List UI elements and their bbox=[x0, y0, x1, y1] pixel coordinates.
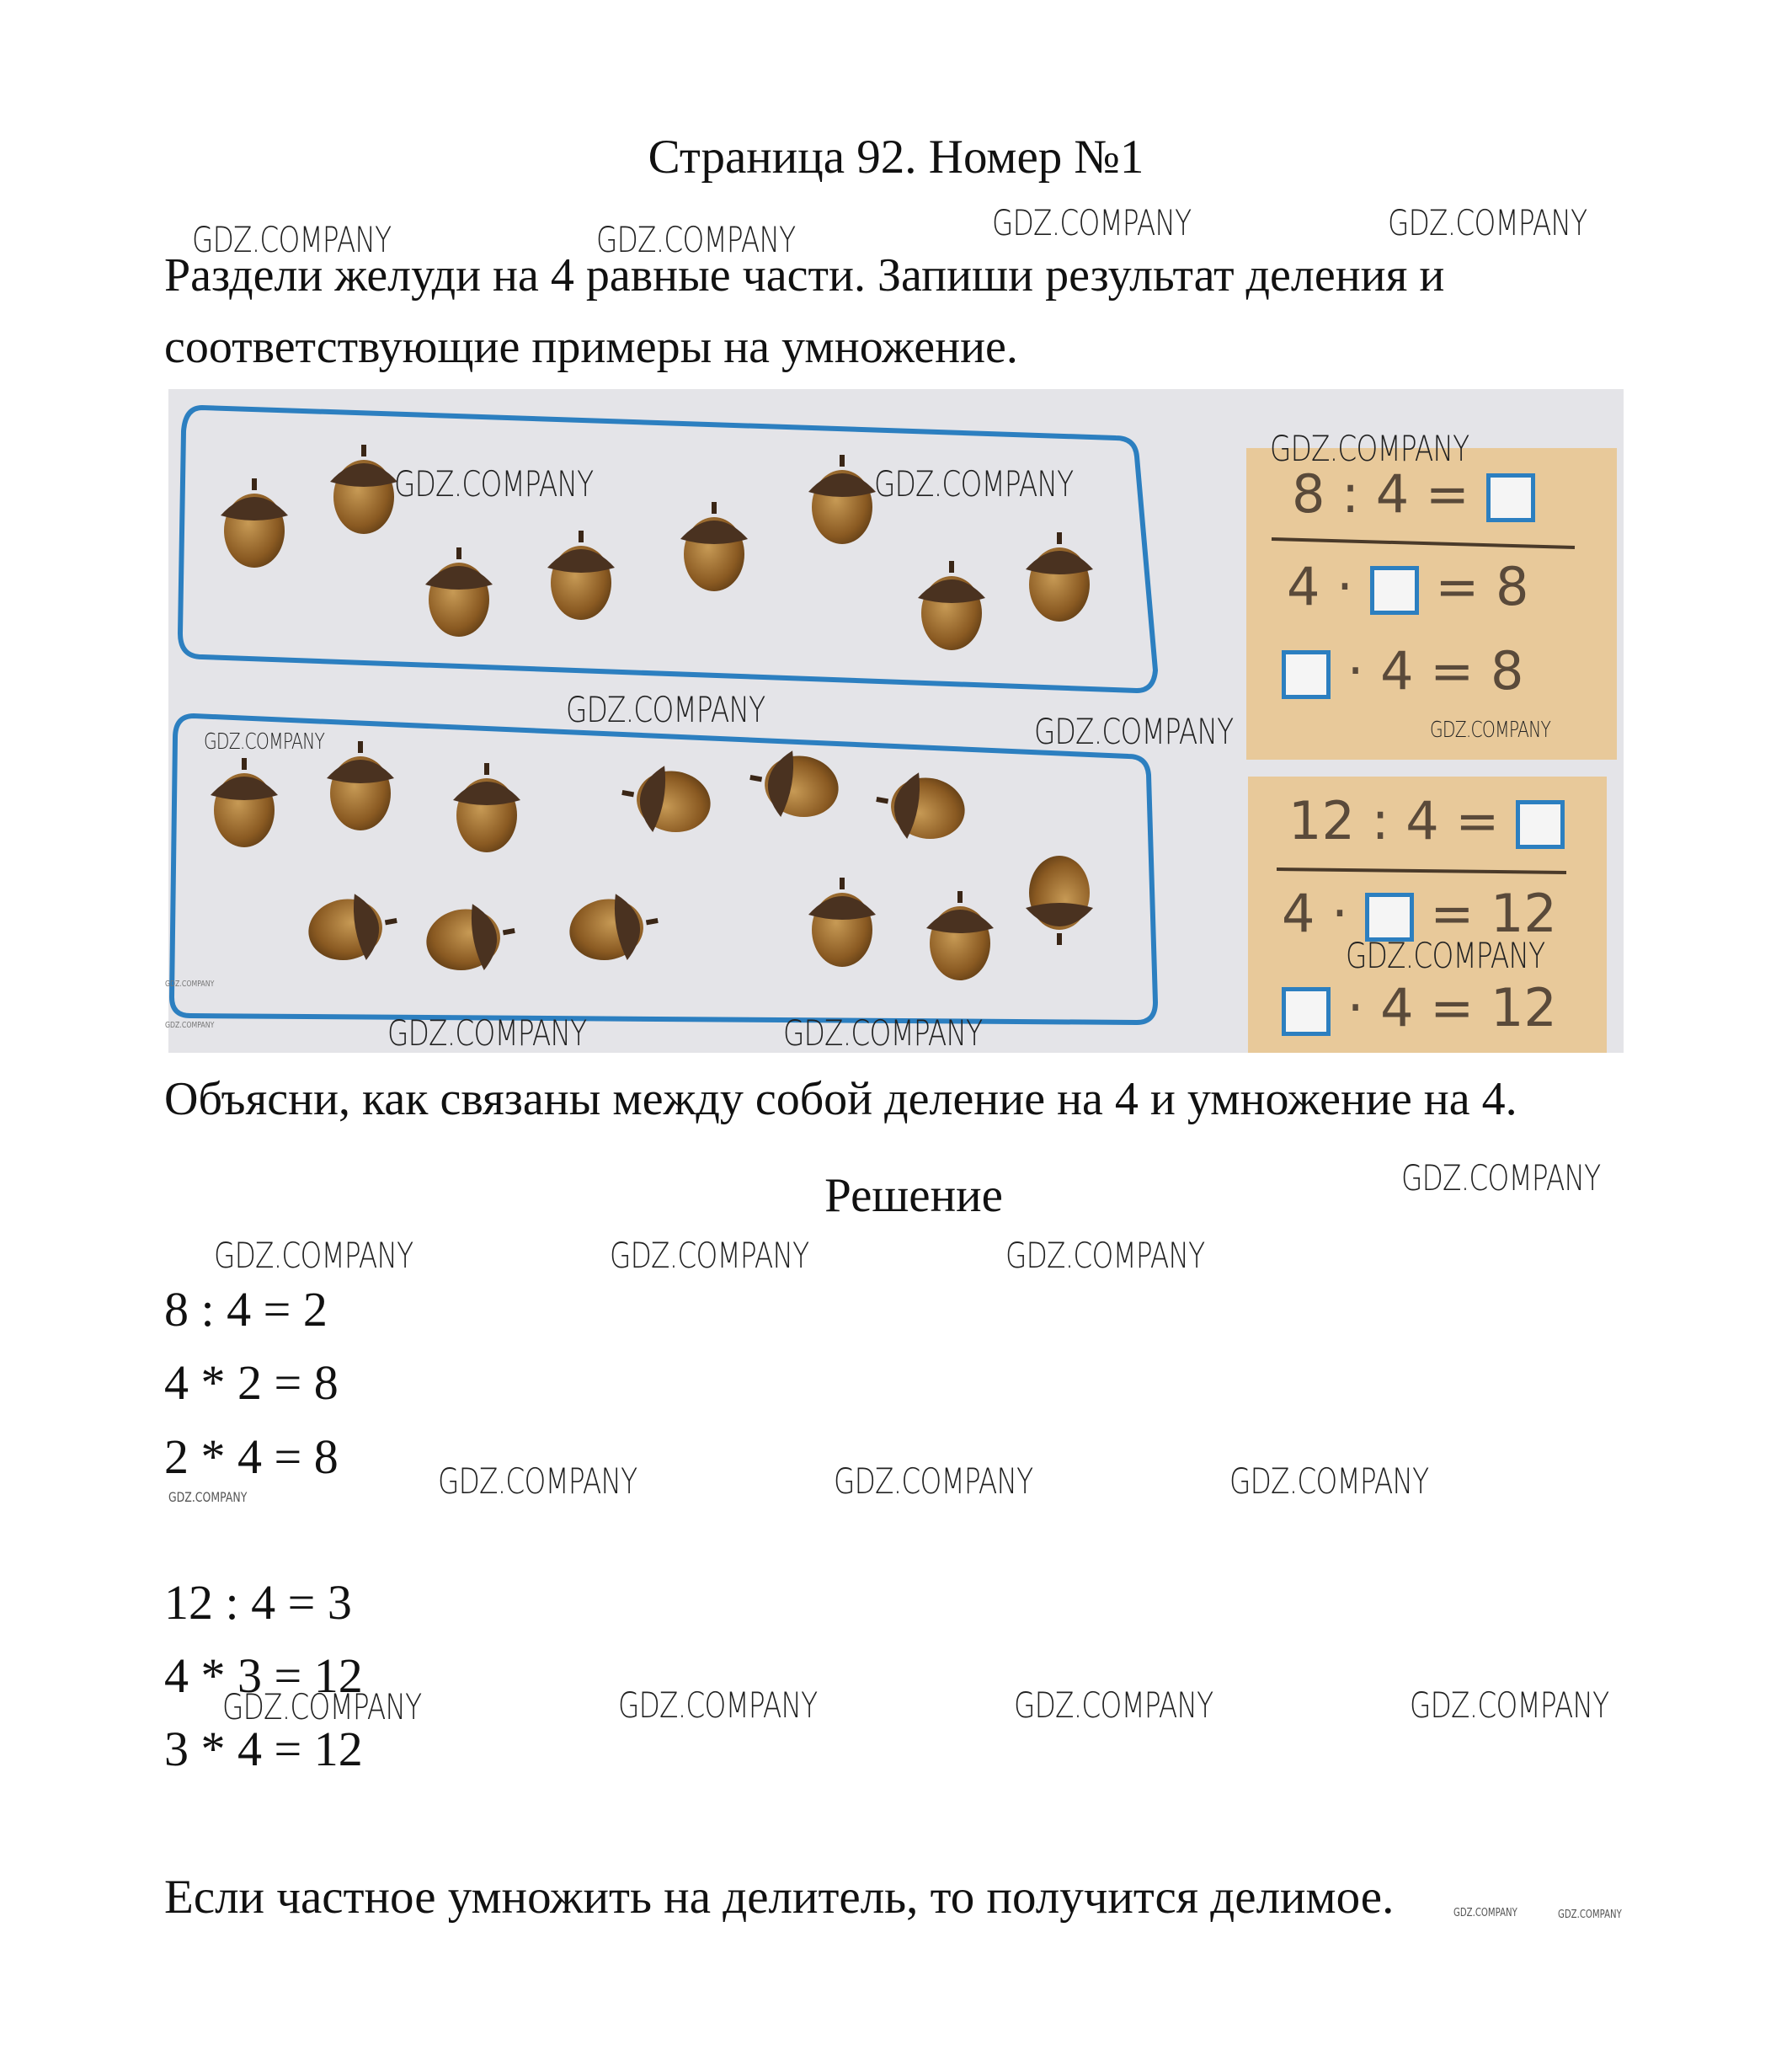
answer-square bbox=[1370, 566, 1419, 615]
question-text: Объясни, как связаны между собой деление на 4 и умножение на 4. bbox=[164, 1073, 1517, 1125]
acorn bbox=[330, 445, 397, 534]
watermark: GDZ.COMPANY bbox=[834, 1460, 1033, 1502]
box1-line1 bbox=[1292, 465, 1535, 524]
watermark: GDZ.COMPANY bbox=[394, 463, 594, 504]
acorn bbox=[808, 455, 876, 544]
box1-line2 bbox=[1287, 558, 1528, 617]
watermark: GDZ.COMPANY bbox=[168, 1489, 248, 1505]
box2-line3 bbox=[1282, 979, 1557, 1038]
solution-equation-1: 8 : 4 = 2 bbox=[164, 1282, 328, 1337]
watermark: GDZ.COMPANY bbox=[1388, 202, 1587, 243]
acorn bbox=[564, 888, 664, 969]
watermark: GDZ.COMPANY bbox=[222, 1686, 422, 1727]
watermark: GDZ.COMPANY bbox=[192, 219, 392, 260]
acorn bbox=[680, 502, 748, 591]
watermark: GDZ.COMPANY bbox=[1270, 428, 1469, 469]
acorn bbox=[744, 745, 844, 826]
watermark: GDZ.COMPANY bbox=[1229, 1460, 1429, 1502]
answer-square bbox=[1282, 987, 1331, 1036]
watermark: GDZ.COMPANY bbox=[214, 1235, 413, 1276]
watermark: GDZ.COMPANY bbox=[1014, 1684, 1213, 1726]
watermark: GDZ.COMPANY bbox=[1453, 1907, 1517, 1919]
solution-equation-5: 4 * 3 = 12 bbox=[164, 1648, 363, 1703]
page-title: Страница 92. Номер №1 bbox=[648, 131, 1144, 184]
watermark: GDZ.COMPANY bbox=[1558, 1909, 1622, 1921]
watermark: GDZ.COMPANY bbox=[387, 1012, 587, 1054]
watermark: GDZ.COMPANY bbox=[1410, 1684, 1609, 1726]
watermark: GDZ.COMPANY bbox=[165, 980, 215, 989]
box1-line3 bbox=[1282, 642, 1523, 701]
task-text-line-1: Раздели желуди на 4 равные части. Запиши результат деления и bbox=[164, 249, 1445, 302]
solution-equation-2: 4 * 2 = 8 bbox=[164, 1355, 339, 1410]
watermark: GDZ.COMPANY bbox=[1346, 935, 1545, 976]
watermark: GDZ.COMPANY bbox=[204, 729, 325, 755]
box1-line2-right: = 8 bbox=[1435, 556, 1529, 617]
acorn bbox=[1026, 856, 1093, 945]
watermark: GDZ.COMPANY bbox=[783, 1012, 983, 1054]
acorn bbox=[453, 763, 520, 852]
acorn bbox=[421, 898, 520, 980]
acorn bbox=[616, 760, 716, 841]
watermark: GDZ.COMPANY bbox=[1401, 1157, 1601, 1198]
acorn bbox=[211, 758, 278, 847]
watermark: GDZ.COMPANY bbox=[874, 463, 1074, 504]
acorn bbox=[425, 547, 493, 637]
watermark: GDZ.COMPANY bbox=[992, 202, 1192, 243]
box2-line1 bbox=[1288, 792, 1565, 851]
watermark: GDZ.COMPANY bbox=[1034, 711, 1234, 752]
acorn bbox=[303, 888, 403, 969]
watermark: GDZ.COMPANY bbox=[1430, 718, 1551, 743]
watermark: GDZ.COMPANY bbox=[566, 689, 765, 730]
answer-square bbox=[1516, 800, 1565, 849]
watermark: GDZ.COMPANY bbox=[438, 1460, 637, 1502]
watermark: GDZ.COMPANY bbox=[1005, 1235, 1205, 1276]
acorn bbox=[871, 766, 970, 848]
group-frame-1 bbox=[180, 408, 1155, 691]
answer-square bbox=[1486, 473, 1535, 522]
task-text-line-2: соответствующие примеры на умножение. bbox=[164, 321, 1018, 373]
box1-line2-left: 4 · bbox=[1287, 556, 1353, 617]
watermark: GDZ.COMPANY bbox=[618, 1684, 818, 1726]
watermark: GDZ.COMPANY bbox=[165, 1021, 215, 1030]
box2-line3-right: · 4 = 12 bbox=[1347, 977, 1557, 1038]
box2-line2-left: 4 · bbox=[1282, 883, 1348, 944]
watermark: GDZ.COMPANY bbox=[610, 1235, 809, 1276]
box1-line3-right: · 4 = 8 bbox=[1347, 640, 1524, 702]
solution-equation-6: 3 * 4 = 12 bbox=[164, 1722, 363, 1776]
acorn bbox=[918, 561, 985, 650]
box2-line1-text: 12 : 4 = bbox=[1288, 790, 1500, 851]
solution-equation-3: 2 * 4 = 8 bbox=[164, 1429, 339, 1484]
acorn bbox=[221, 478, 288, 568]
acorn bbox=[1026, 532, 1093, 622]
watermark: GDZ.COMPANY bbox=[596, 219, 796, 260]
acorn bbox=[808, 878, 876, 967]
conclusion-text: Если частное умножить на делитель, то получится делимое. bbox=[164, 1871, 1395, 1924]
acorn bbox=[926, 891, 994, 980]
solution-heading: Решение bbox=[824, 1169, 1003, 1222]
box2-line2-right: = 12 bbox=[1430, 883, 1557, 944]
box1-line1-text: 8 : 4 = bbox=[1292, 463, 1469, 525]
acorn bbox=[547, 531, 615, 620]
solution-equation-4: 12 : 4 = 3 bbox=[164, 1575, 352, 1630]
answer-square bbox=[1282, 650, 1331, 699]
acorn bbox=[327, 741, 394, 830]
